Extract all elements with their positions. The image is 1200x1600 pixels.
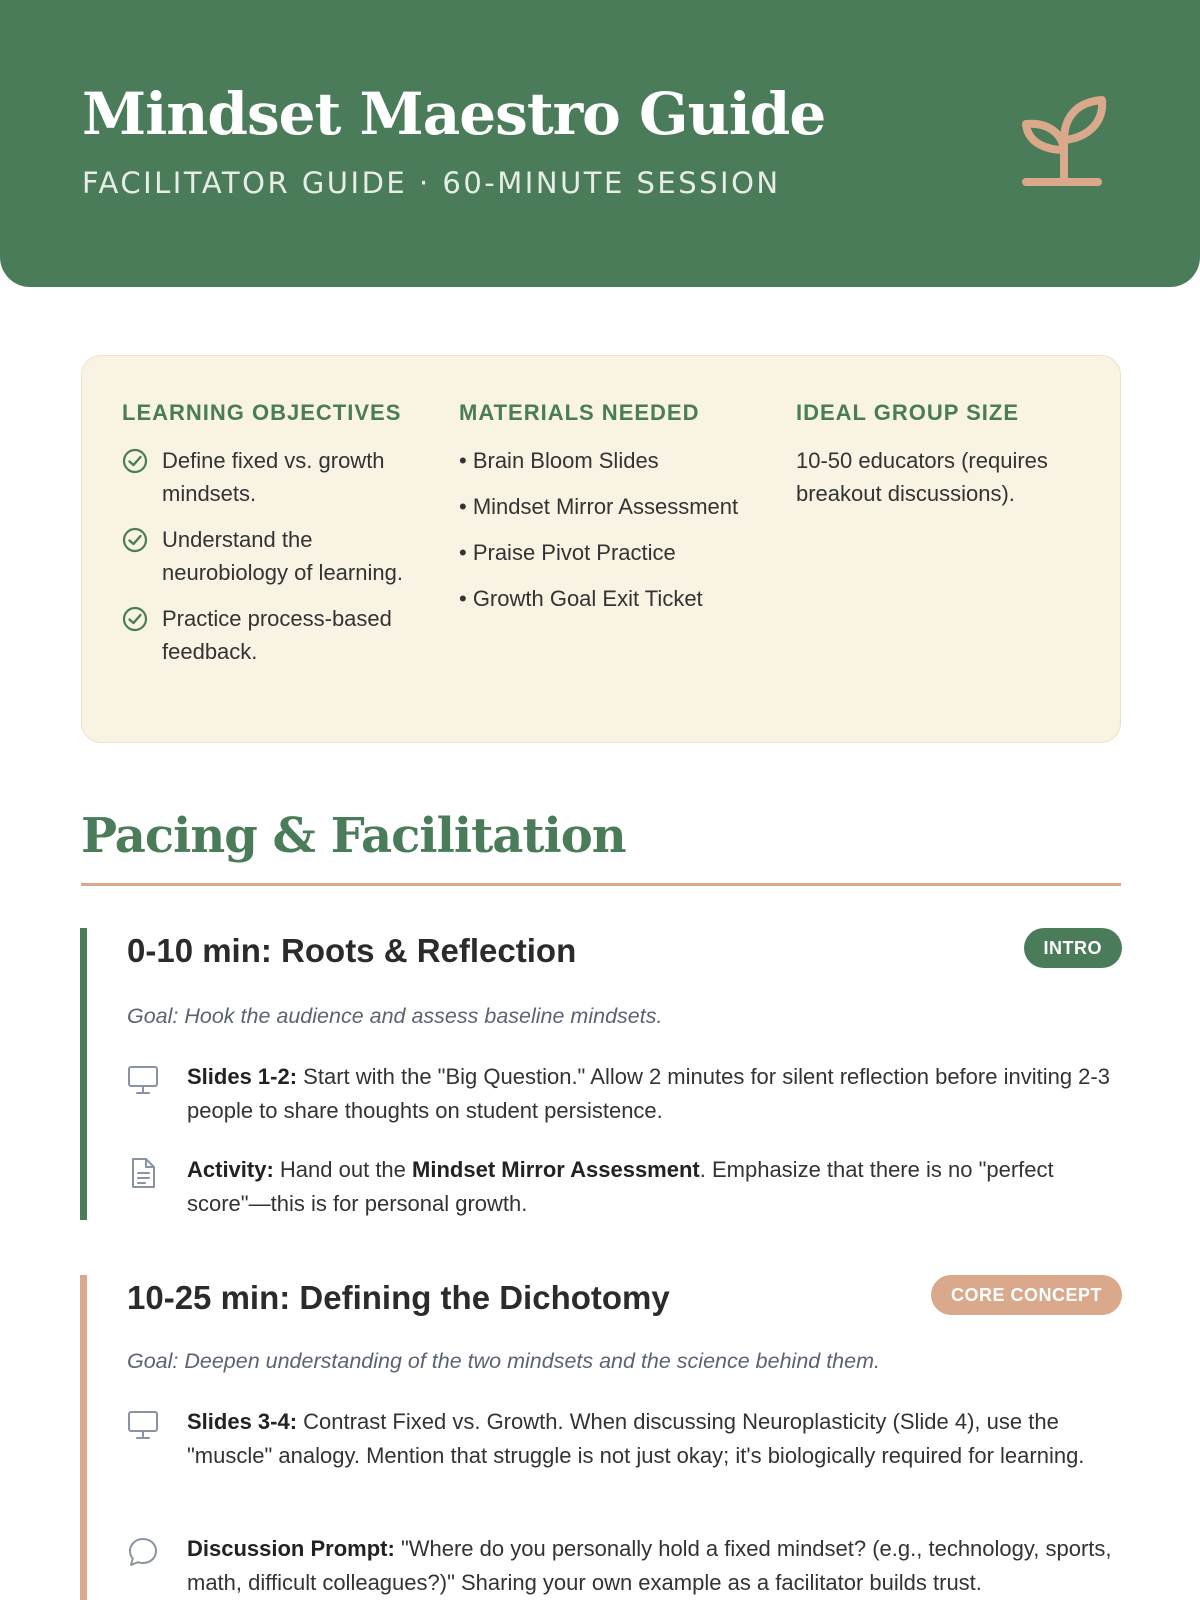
step-body: Contrast Fixed vs. Growth. When discussing Neuroplasticity (Slide 4), use the "muscle" analogy. Mention that struggle is not just okay; it's biologically required for learning. bbox=[187, 1409, 1085, 1468]
chat-bubble-icon bbox=[127, 1536, 159, 1568]
section-divider bbox=[81, 883, 1121, 886]
materials-needed bbox=[459, 400, 749, 628]
material-item: • Brain Bloom Slides bbox=[459, 448, 659, 473]
step-text bbox=[187, 1153, 1122, 1221]
objective-text: Understand the neurobiology of learning. bbox=[162, 527, 403, 585]
pacing-block-core-concept bbox=[80, 1275, 1122, 1600]
presentation-icon bbox=[127, 1409, 159, 1441]
step-label: Activity: bbox=[187, 1157, 274, 1182]
objective-item bbox=[122, 523, 422, 589]
step-item bbox=[127, 1153, 1122, 1221]
pacing-block-intro bbox=[80, 928, 1122, 1220]
block-accent-bar bbox=[80, 1275, 87, 1600]
objective-item bbox=[122, 444, 422, 510]
sprout-icon bbox=[1018, 92, 1114, 192]
step-text bbox=[187, 1405, 1122, 1473]
step-emphasis: Mindset Mirror Assessment bbox=[412, 1157, 700, 1182]
check-circle-icon bbox=[122, 606, 148, 632]
objective-item bbox=[122, 602, 422, 668]
block-goal: Goal: Deepen understanding of the two mindsets and the science behind them. bbox=[127, 1349, 880, 1373]
section-title: Pacing & Facilitation bbox=[81, 808, 626, 864]
check-circle-icon bbox=[122, 448, 148, 474]
objectives-heading: LEARNING OBJECTIVES bbox=[122, 400, 402, 425]
block-goal: Goal: Hook the audience and assess baseline mindsets. bbox=[127, 1004, 663, 1028]
step-label: Discussion Prompt: bbox=[187, 1536, 395, 1561]
block-badge: INTRO bbox=[1024, 928, 1123, 968]
step-body: Start with the "Big Question." Allow 2 minutes for silent reflection before inviting 2-3 people to share thoughts on student persistence. bbox=[187, 1064, 1110, 1123]
block-badge: CORE CONCEPT bbox=[931, 1275, 1122, 1315]
document-icon bbox=[127, 1157, 159, 1189]
learning-objectives bbox=[122, 400, 422, 681]
ideal-group-size bbox=[796, 400, 1096, 510]
step-item bbox=[127, 1532, 1122, 1600]
material-item: • Mindset Mirror Assessment bbox=[459, 494, 739, 519]
page-title: Mindset Maestro Guide bbox=[82, 80, 826, 148]
step-body: . Emphasize that there is no "perfect score"—this is for personal growth. bbox=[187, 1157, 1054, 1216]
step-text bbox=[187, 1532, 1122, 1600]
overview-card bbox=[81, 355, 1121, 743]
step-text bbox=[187, 1060, 1122, 1128]
group-size-heading: IDEAL GROUP SIZE bbox=[796, 400, 1020, 425]
step-label: Slides 3-4: bbox=[187, 1409, 298, 1434]
material-item: • Praise Pivot Practice bbox=[459, 540, 676, 565]
block-title: 10-25 min: Defining the Dichotomy bbox=[127, 1279, 670, 1316]
header-banner bbox=[0, 0, 1200, 287]
block-accent-bar bbox=[80, 928, 87, 1220]
block-title: 0-10 min: Roots & Reflection bbox=[127, 932, 577, 969]
step-item bbox=[127, 1405, 1122, 1473]
step-label: Slides 1-2: bbox=[187, 1064, 298, 1089]
check-circle-icon bbox=[122, 527, 148, 553]
objective-text: Define fixed vs. growth mindsets. bbox=[162, 448, 385, 506]
step-item bbox=[127, 1060, 1122, 1128]
materials-heading: MATERIALS NEEDED bbox=[459, 400, 700, 425]
objective-text: Practice process-based feedback. bbox=[162, 606, 392, 664]
page-subtitle: FACILITATOR GUIDE · 60-MINUTE SESSION bbox=[82, 166, 781, 200]
step-body: Hand out the bbox=[279, 1157, 406, 1182]
material-item: • Growth Goal Exit Ticket bbox=[459, 586, 703, 611]
group-size-text: 10-50 educators (requires breakout discussions). bbox=[796, 448, 1048, 506]
step-body: "Where do you personally hold a fixed mindset? (e.g., technology, sports, math, difficult colleagues?)" Sharing your own example as a facilitator builds trust. bbox=[187, 1536, 1112, 1595]
presentation-icon bbox=[127, 1064, 159, 1096]
